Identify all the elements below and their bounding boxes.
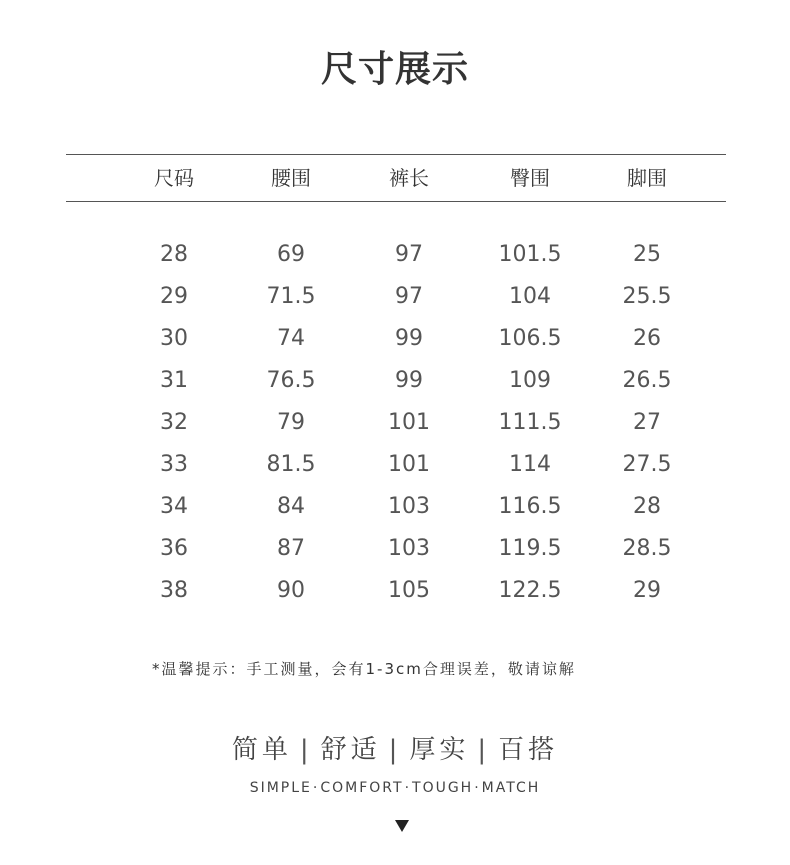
cell-length: 103 (388, 494, 430, 519)
slogan-item: 舒适 (320, 735, 381, 765)
cell-length: 101 (388, 452, 430, 477)
slogan-line (0, 732, 790, 768)
table-row (0, 534, 790, 564)
cell-length: 105 (388, 578, 430, 603)
cell-size: 34 (160, 494, 188, 519)
cell-hip: 122.5 (498, 578, 562, 603)
cell-size: 38 (160, 578, 188, 603)
english-slogan-item: MATCH (481, 780, 541, 796)
english-slogan-line (0, 778, 790, 798)
cell-leg-opening: 27.5 (622, 452, 672, 477)
cell-size: 29 (160, 284, 188, 309)
cell-hip: 104 (509, 284, 551, 309)
cell-leg-opening: 29 (633, 578, 661, 603)
slogan-separator: | (477, 735, 491, 765)
cell-length: 97 (395, 284, 423, 309)
cell-waist: 81.5 (266, 452, 316, 477)
cell-length: 99 (395, 368, 423, 393)
slogan-separator: | (299, 735, 313, 765)
cell-waist: 87 (277, 536, 305, 561)
english-slogan-item: SIMPLE (249, 780, 312, 796)
table-row (0, 450, 790, 480)
table-row (0, 366, 790, 396)
cell-leg-opening: 25 (633, 242, 661, 267)
slogan-separator: | (388, 735, 402, 765)
table-row (0, 408, 790, 438)
table-row (0, 282, 790, 312)
slogan-item: 简单 (231, 735, 292, 765)
cell-leg-opening: 26 (633, 326, 661, 351)
cell-size: 28 (160, 242, 188, 267)
header-length: 裤长 (389, 166, 429, 190)
english-slogan-item: COMFORT (320, 780, 404, 796)
cell-length: 103 (388, 536, 430, 561)
cell-leg-opening: 25.5 (622, 284, 672, 309)
table-row (0, 240, 790, 270)
page-title: 尺寸展示 (320, 49, 469, 90)
cell-size: 33 (160, 452, 188, 477)
cell-waist: 90 (277, 578, 305, 603)
down-triangle-icon (395, 820, 409, 832)
table-header-row (0, 163, 790, 193)
english-slogan-separator: · (474, 780, 481, 796)
cell-leg-opening: 28 (633, 494, 661, 519)
cell-waist: 74 (277, 326, 305, 351)
cell-size: 31 (160, 368, 188, 393)
cell-waist: 71.5 (266, 284, 316, 309)
table-top-rule (66, 154, 726, 155)
header-leg-opening: 脚围 (627, 166, 667, 190)
cell-size: 32 (160, 410, 188, 435)
cell-size: 30 (160, 326, 188, 351)
cell-waist: 79 (277, 410, 305, 435)
cell-hip: 116.5 (498, 494, 562, 519)
english-slogan-item: TOUGH (412, 780, 474, 796)
slogan-item: 百搭 (498, 735, 559, 765)
cell-length: 97 (395, 242, 423, 267)
slogan-item: 厚实 (409, 735, 470, 765)
cell-hip: 114 (509, 452, 551, 477)
header-waist: 腰围 (271, 166, 311, 190)
cell-size: 36 (160, 536, 188, 561)
measurement-note: *温馨提示：手工测量，会有1-3cm合理误差，敬请谅解 (152, 660, 576, 678)
cell-leg-opening: 26.5 (622, 368, 672, 393)
cell-leg-opening: 27 (633, 410, 661, 435)
cell-hip: 106.5 (498, 326, 562, 351)
table-header-rule (66, 201, 726, 202)
header-size: 尺码 (154, 166, 194, 190)
cell-hip: 119.5 (498, 536, 562, 561)
cell-leg-opening: 28.5 (622, 536, 672, 561)
cell-hip: 111.5 (498, 410, 562, 435)
cell-waist: 69 (277, 242, 305, 267)
header-hip: 臀围 (510, 166, 550, 190)
cell-length: 101 (388, 410, 430, 435)
english-slogan-separator: · (404, 780, 412, 796)
table-row (0, 492, 790, 522)
table-row (0, 324, 790, 354)
cell-hip: 101.5 (498, 242, 562, 267)
cell-hip: 109 (509, 368, 551, 393)
cell-waist: 76.5 (266, 368, 316, 393)
cell-length: 99 (395, 326, 423, 351)
cell-waist: 84 (277, 494, 305, 519)
english-slogan-separator: · (312, 780, 320, 796)
table-row (0, 576, 790, 606)
